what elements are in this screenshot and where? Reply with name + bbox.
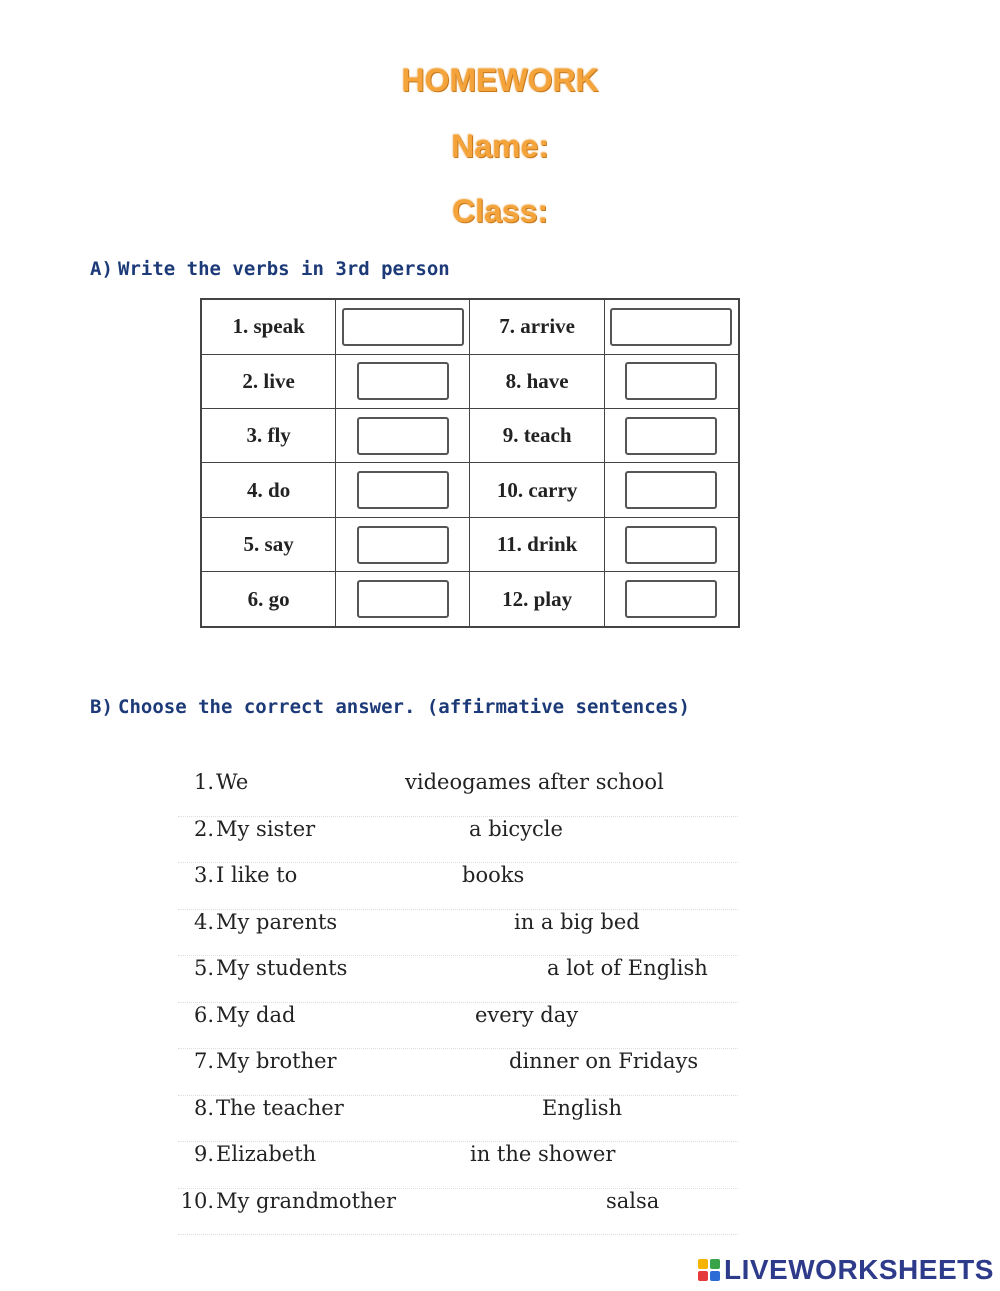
section-a-heading [90, 258, 450, 280]
answer-box[interactable] [357, 526, 449, 564]
list-item [178, 1003, 738, 1050]
list-item [178, 770, 738, 817]
logo-grid-icon [698, 1259, 720, 1281]
sentence-rest: English [542, 1095, 623, 1120]
table-row [201, 572, 739, 627]
verb-cell: 9. teach [470, 408, 604, 462]
list-item [178, 1096, 738, 1143]
logo-square [698, 1259, 708, 1269]
section-b-heading [90, 696, 690, 718]
list-item [178, 863, 738, 910]
verb-cell: 4. do [201, 463, 336, 517]
verb-cell: 5. say [201, 517, 336, 571]
class-label: Class: [451, 193, 549, 229]
answer-box[interactable] [357, 580, 449, 618]
table-row [201, 354, 739, 408]
sentence-rest: in the shower [470, 1142, 616, 1166]
verb-cell: 12. play [470, 572, 604, 627]
item-number: 3. [193, 863, 214, 887]
item-number: 10. [180, 1188, 214, 1213]
answer-box[interactable] [625, 526, 717, 564]
item-number: 9. [193, 1142, 214, 1166]
sentence-subject: I like to [216, 863, 298, 887]
list-item [178, 817, 738, 864]
verb-cell: 11. drink [470, 517, 604, 571]
worksheet-title: HOMEWORK [401, 62, 599, 98]
answer-box[interactable] [625, 362, 717, 400]
logo-text: LIVEWORKSHEETS [724, 1254, 994, 1285]
sentence-subject: My dad [216, 1002, 296, 1027]
answer-box[interactable] [625, 471, 717, 509]
sentence-rest: dinner on Fridays [509, 1049, 699, 1073]
item-number: 8. [193, 1095, 214, 1120]
list-item [178, 910, 738, 957]
liveworksheets-logo [698, 1253, 994, 1287]
sentence-rest: a bicycle [469, 816, 563, 841]
item-number: 2. [193, 816, 214, 841]
verbs-table [200, 298, 740, 628]
sentence-subject: My grandmother [216, 1188, 396, 1213]
list-item [178, 1189, 738, 1236]
table-row [201, 408, 739, 462]
sentence-subject: We [216, 770, 249, 794]
verb-cell: 7. arrive [470, 299, 604, 354]
sentence-subject: My brother [216, 1049, 337, 1073]
item-number: 5. [193, 956, 214, 980]
sentence-rest: salsa [606, 1188, 660, 1213]
sentence-rest: videogames after school [405, 770, 664, 794]
sentence-list [178, 770, 738, 1235]
sentence-subject: Elizabeth [216, 1142, 317, 1166]
sentence-rest: a lot of English [547, 956, 708, 980]
answer-box[interactable] [625, 580, 717, 618]
table-row [201, 463, 739, 517]
sentence-subject: My parents [216, 909, 338, 934]
logo-square [710, 1271, 720, 1281]
list-item [178, 1049, 738, 1096]
table-row [201, 517, 739, 571]
answer-box[interactable] [625, 417, 717, 455]
section-a-letter: A) [90, 258, 113, 280]
answer-box[interactable] [357, 362, 449, 400]
item-number: 1. [193, 770, 214, 794]
sentence-subject: The teacher [216, 1095, 344, 1120]
sentence-rest: in a big bed [514, 909, 640, 934]
answer-box[interactable] [357, 417, 449, 455]
sentence-rest: every day [475, 1002, 579, 1027]
verb-cell: 1. speak [201, 299, 336, 354]
verb-cell: 10. carry [470, 463, 604, 517]
sentence-subject: My sister [216, 816, 316, 841]
item-number: 4. [193, 909, 214, 934]
name-label: Name: [451, 128, 549, 164]
sentence-rest: books [462, 863, 525, 887]
list-item [178, 1142, 738, 1189]
section-b-letter: B) [90, 696, 113, 718]
answer-box[interactable] [610, 308, 732, 346]
item-number: 7. [193, 1049, 214, 1073]
list-item [178, 956, 738, 1003]
section-b-instruction: Choose the correct answer. (affirmative sentences) [118, 696, 690, 718]
verb-cell: 6. go [201, 572, 336, 627]
answer-box[interactable] [357, 471, 449, 509]
verb-cell: 3. fly [201, 408, 336, 462]
answer-box[interactable] [342, 308, 464, 346]
verb-cell: 8. have [470, 354, 604, 408]
logo-square [698, 1271, 708, 1281]
verb-cell: 2. live [201, 354, 336, 408]
section-a-instruction: Write the verbs in 3rd person [118, 258, 450, 280]
sentence-subject: My students [216, 956, 348, 980]
table-row [201, 299, 739, 354]
logo-square [710, 1259, 720, 1269]
item-number: 6. [193, 1002, 214, 1027]
